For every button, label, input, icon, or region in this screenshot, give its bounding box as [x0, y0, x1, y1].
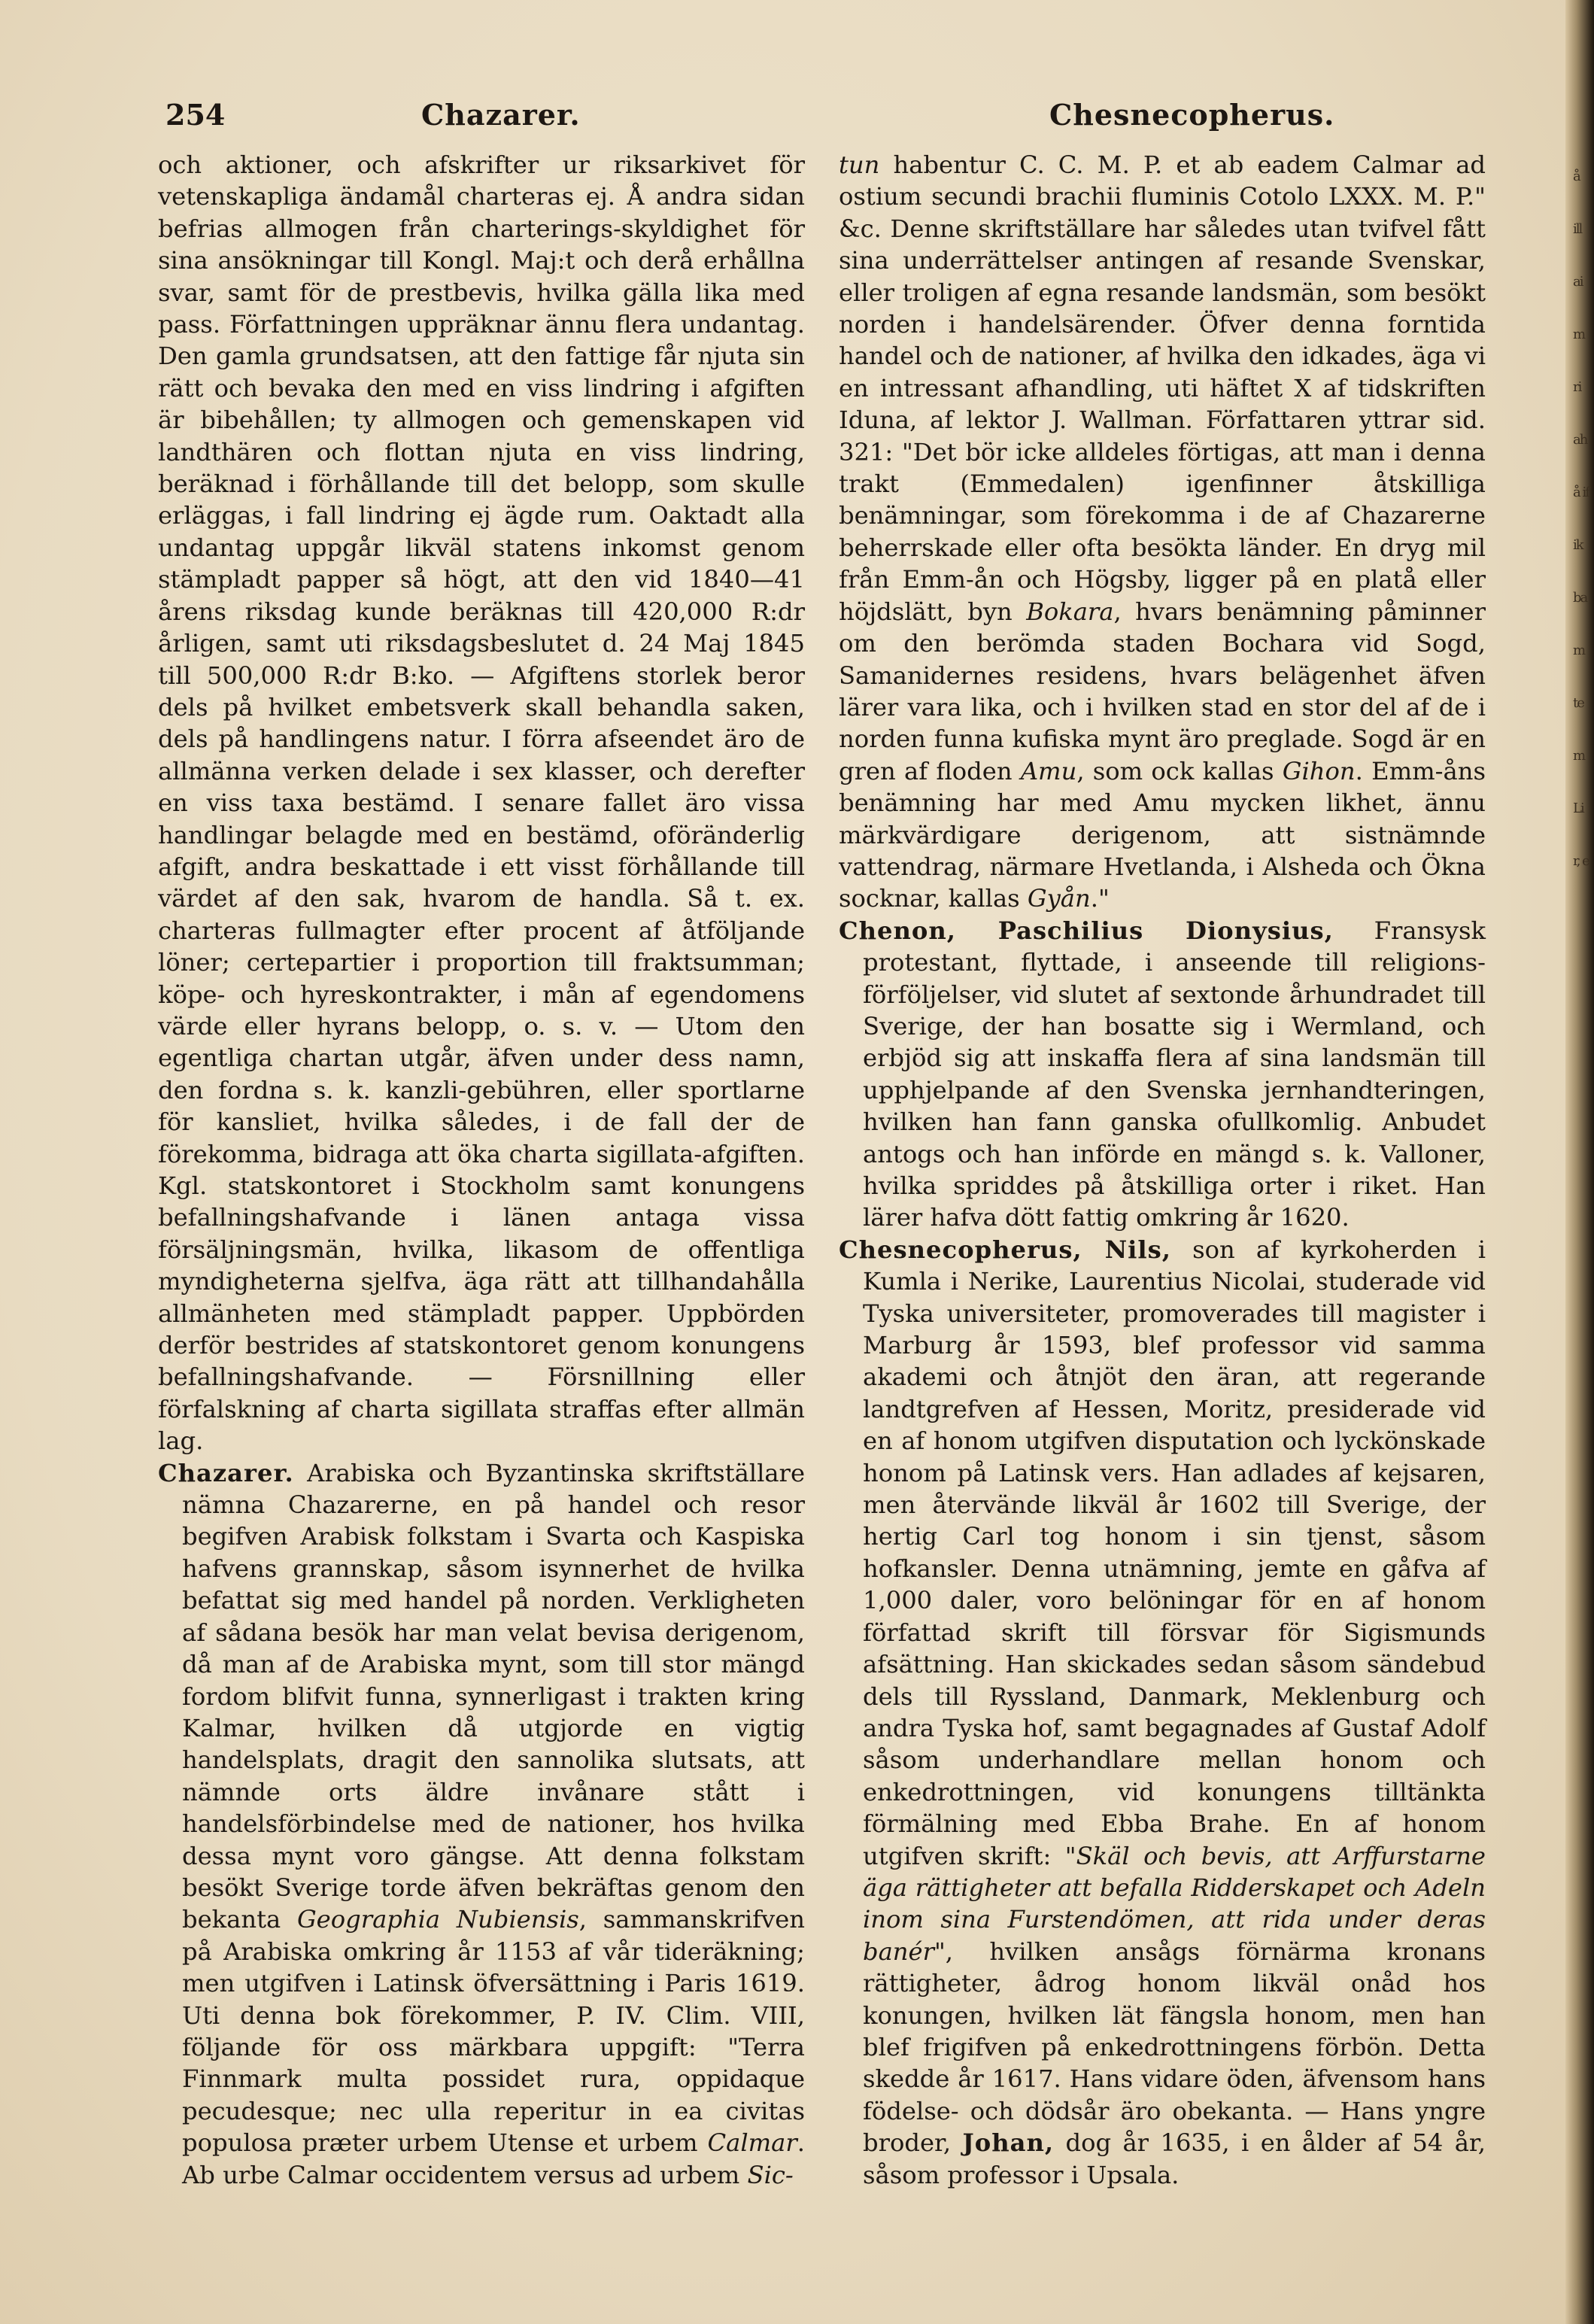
entry-chesnecopherus: Chesnecopherus, Nils, son af kyrkoherden i Kumla i Nerike, Laurentius Nicolai, studerade vid Tyska universiteter, promoverades till magister i Marburg år 1593, blef professor vid samma akademi och åtnjöt den äran, att regerande landtgrefven af Hessen, Moritz, presiderade vid en af honom utgifven disputation och lyckönskade honom på Latinsk vers. Han adlades af kejsaren, men återvände likväl år 1602 till Sverige, der hertig Carl tog honom i sin tjenst, såsom hofkansler. Denna utnämning, jemte en gåfva af 1,000 daler, voro belöningar för en af honom författad skrift till försvar för Sigismunds afsättning. Han skickades sedan såsom sändebud dels till Ryssland, Danmark, Meklenburg och andra Tyska hof, samt begagnades af Gustaf Adolf såsom underhandlare mellan honom och enkedrottningen, vid konungens tilltänkta förmälning med Ebba Brahe. En af honom utgifven skrift: "Skäl och bevis, att Arffurstarne äga rättigheter att befalla Ridderskapet och Adeln inom sina Furstendömen, att rida under deras banér", hvilken ansågs förnärma kronans rättigheter, ådrog honom likväl onåd hos konungen, hvilken lät fängsla honom, men han blef frigifven på enkedrottningens förbön. Detta skedde år 1617. Hans vidare öden, äfvensom hans födelse- och dödsår äro obekanta. — Hans yngre broder, Johan, dog år 1635, i en ålder af 54 år, såsom professor i Upsala.: [839, 1235, 1486, 2189]
left-column: [158, 149, 805, 2191]
headword-johan: Johan,: [962, 2128, 1055, 2158]
headword-chesnecopherus: Chesnecopherus, Nils,: [839, 1235, 1171, 1264]
charta-sigillata-continuation: och aktioner, och afskrifter ur riksarkivet för vetenskapliga ändamål charteras ej. Å andra sidan befrias allmogen från charterings-skyldighet för sina ansökningar till Kongl. Maj:t och derå erhållna svar, samt för de prestbevis, hvilka gälla lika med pass. Författningen uppräknar ännu flera undantag. Den gamla grundsatsen, att den fattige får njuta sin rätt och bevaka den med en viss lindring i afgiften är bibehållen; ty allmogen och gemenskapen vid landthären och flottan njuta en viss lindring, beräknad i förhållande till det belopp, som skulle erläggas, i fall lindring ej ägde rum. Oaktadt alla undantag uppgår likväl statens inkomst genom stämpladt papper så högt, att den vid 1840—41 årens riksdag kunde beräknas till 420,000 R:dr årligen, samt uti riksdagsbeslutet d. 24 Maj 1845 till 500,000 R:dr B:ko. — Afgiftens storlek beror dels på hvilket embetsverk skall behandla saken, dels på handlingens natur. I förra afseendet äro de allmänna verken delade i sex klasser, och derefter en viss taxa bestämd. I senare fallet äro vissa handlingar belagde med en bestämd, oföränderlig afgift, andra beskattade i ett visst förhållande till värdet af den sak, hvarom de handla. Så t. ex. charteras fullmagter efter procent af åtföljande löner; certepartier i proportion till fraktsumman; köpe- och hyreskontrakter, i mån af egendomens värde eller hyrans belopp, o. s. v. — Utom den egentliga chartan utgår, äfven under dess namn, den fordna s. k. kanzli-gebühren, eller sportlarne för kansliet, hvilka således, i de fall der de förekomma, bidraga att öka charta sigillata-afgiften. Kgl. statskontoret i Stockholm samt konungens befallningshafvande i länen antaga vissa försäljningsmän, hvilka, likasom de offentliga myndigheterna sjelfva, äga rätt att tillhandahålla allmänheten med stämpladt papper. Uppbörden derför bestrides af statskontoret genom konungens befallningshafvande. — Försnillning eller förfalskning af charta sigillata straffas efter allmän lag.: [158, 150, 805, 1456]
right-running-head: Chesnecopherus.: [1049, 98, 1335, 132]
facing-page-edge: [1565, 0, 1594, 2324]
chazarer-continuation: tun habentur C. C. M. P. et ab eadem Calmar ad ostium secundi brachii fluminis Cotolo LXXX. M. P." &c. Denne skriftställare har således utan tvifvel fått sina underrättelser antingen af resande Svenskar, eller troligen af egna resande landsmän, som besökt norden i handelsärender. Öfver denna forntida handel och de nationer, af hvilka den idkades, äga vi en intressant afhandling, uti häftet X af tidskriften Iduna, af lektor J. Wallman. Författaren yttrar sid. 321: "Det bör icke alldeles förtigas, att man i denna trakt (Emmedalen) igenfinner åtskilliga benämningar, som förekomma i de af Chazarerne beherrskade eller ofta besökta länder. En dryg mil från Emm-ån och Högsby, ligger på en platå eller höjdslätt, byn Bokara, hvars benämning påminner om den berömda staden Bochara vid Sogd, Samanidernes residens, hvars belägenhet äfven lärer vara lika, och i hvilken stad en stor del af de i norden funna kufiska mynt äro preglade. Sogd är en gren af floden Amu, som ock kallas Gihon. Emm-åns benämning har med Amu mycken likhet, ännu märkvärdigare derigenom, att sistnämnde vattendrag, närmare Hvetlanda, i Alsheda och Ökna socknar, kallas Gyån.": [839, 150, 1486, 913]
left-running-head: Chazarer.: [421, 98, 581, 132]
headword-chenon: Chenon, Paschilius Dionysius,: [839, 916, 1334, 945]
page-number: 254: [165, 98, 226, 132]
running-header: [165, 98, 1335, 132]
headword-chazarer: Chazarer.: [158, 1458, 294, 1487]
entry-chazarer: Chazarer. Arabiska och Byzantinska skriftställare nämna Chazarerne, en på handel och resor begifven Arabisk folkstam i Svarta och Kaspiska hafvens grannskap, såsom isynnerhet de hvilka befattat sig med handel på norden. Verkligheten af sådana besök har man velat bevisa derigenom, då man af de Arabiska mynt, som till stor mängd fordom blifvit funna, synnerligast i trakten kring Kalmar, hvilken då utgjorde en vigtig handelsplats, dragit den sannolika slutsats, att nämnde orts äldre invånare stått i handelsförbindelse med de nationer, hos hvilka dessa mynt voro gängse. Att denna folkstam besökt Sverige torde äfven bekräftas genom den bekanta Geographia Nubiensis, sammanskrifven på Arabiska omkring år 1153 af vår tideräkning; men utgifven i Latinsk öfversättning i Paris 1619. Uti denna bok förekommer, P. IV. Clim. VIII, följande för oss märkbara uppgift: "Terra Finnmark multa possidet rura, oppidaque pecudesque; nec ulla reperitur in ea civitas populosa præter urbem Utense et urbem Calmar. Ab urbe Calmar occidentem versus ad urbem Sic-: [158, 1458, 805, 2189]
facing-page-bleed-text: å ill ai m ri ah å if ik ba m te m Li r, e: [1573, 169, 1589, 869]
entry-chenon: Chenon, Paschilius Dionysius, Fransysk protestant, flyttade, i anseende till religions-förföljelser, vid slutet af sextonde århundradet till Sverige, der han bosatte sig i Wermland, och erbjöd sig att inskaffa flera af sina landsmän till upphjelpande af den Svenska jernhandteringen, hvilken han fann ganska ofullkomlig. Anbudet antogs och han införde en mängd s. k. Valloner, hvilka spriddes på åtskilliga orter i riket. Han lärer hafva dött fattig omkring år 1620.: [839, 916, 1486, 1232]
right-column: [839, 149, 1486, 2191]
